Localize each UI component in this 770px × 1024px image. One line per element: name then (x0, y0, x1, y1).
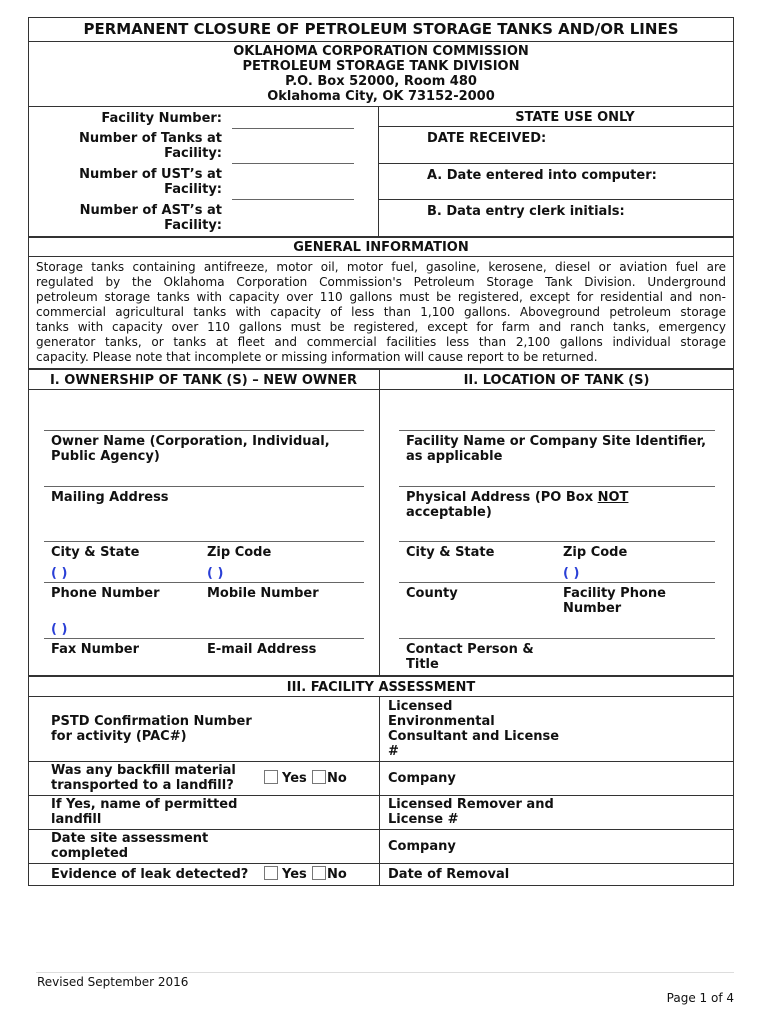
owner-name-label-2: Public Agency) (51, 449, 160, 464)
general-line: commercial agricultural tanks with capacity of less than 1,100 gallons. Aboveground petroleum storage (36, 305, 726, 319)
physical-address-label-2: acceptable) (406, 505, 492, 520)
owner-city-zip-field[interactable] (44, 541, 364, 542)
email-label: E-mail Address (207, 642, 317, 657)
leak-label: Evidence of leak detected? (51, 867, 249, 882)
general-line: petroleum storage tanks with capacity over 110 gallons must be registered, except for residential and non- (36, 290, 726, 304)
ownership-location-box (28, 369, 734, 676)
consultant-label-1: Licensed (388, 699, 453, 714)
backfill-label-1: Was any backfill material (51, 763, 236, 778)
contact-label-2: Title (406, 657, 439, 672)
section-divider (379, 369, 380, 676)
facility-phone-area-code[interactable]: ( ) (563, 566, 580, 581)
ast-label-1: Number of AST’s at (79, 203, 222, 218)
owner-zip-label: Zip Code (207, 545, 272, 560)
assessment-row-divider (28, 761, 734, 762)
leak-no-label: No (327, 867, 347, 882)
remover-label-1: Licensed Remover and (388, 797, 554, 812)
phone-field[interactable] (44, 582, 364, 583)
date-received-label: DATE RECEIVED: (427, 131, 547, 146)
ust-label-1: Number of UST’s at (79, 167, 222, 182)
contact-label-1: Contact Person & (406, 642, 534, 657)
revised-date: Revised September 2016 (37, 975, 189, 989)
general-line: generator tanks, or tanks at fleet and commercial facilities less than 2,100 gallons individual storage (36, 335, 726, 349)
leak-yes-label: Yes (282, 867, 307, 882)
mobile-label: Mobile Number (207, 586, 319, 601)
general-line: tanks with capacity over 110 gallons must be registered, except for farm and ranch tanks, emergency (36, 320, 726, 334)
removal-date-label: Date of Removal (388, 867, 510, 882)
physical-address-not: NOT (597, 490, 629, 505)
title-divider (28, 41, 734, 42)
phone-label: Phone Number (51, 586, 160, 601)
state-use-divider-3 (378, 199, 734, 200)
landfill-label-1: If Yes, name of permitted (51, 797, 238, 812)
backfill-yes-label: Yes (282, 771, 307, 786)
state-use-divider-1 (378, 126, 734, 127)
general-info-text (36, 260, 726, 365)
agency-name: OKLAHOMA CORPORATION COMMISSION (233, 44, 529, 59)
county-label: County (406, 586, 458, 601)
mailing-address-field[interactable] (44, 486, 364, 487)
general-line: Storage tanks containing antifreeze, motor oil, motor fuel, gasoline, kerosene, diesel or aviation fuel are (36, 260, 726, 274)
date-completed-label-1: Date site assessment (51, 831, 209, 846)
location-title: II. LOCATION OF TANK (S) (463, 373, 650, 388)
po-box: P.O. Box 52000, Room 480 (285, 74, 477, 89)
facility-name-label-1: Facility Name or Company Site Identifier, (406, 434, 707, 449)
backfill-label-2: transported to a landfill? (51, 778, 234, 793)
leak-no-checkbox[interactable] (312, 866, 326, 880)
ust-field[interactable] (232, 199, 354, 200)
assessment-row-divider (28, 863, 734, 864)
mobile-area-code[interactable]: ( ) (207, 566, 224, 581)
consultant-label-4: # (388, 744, 399, 759)
footer-divider (36, 972, 734, 973)
general-info-divider (28, 256, 734, 257)
ust-label-2: Facility: (164, 182, 222, 197)
fax-label: Fax Number (51, 642, 140, 657)
landfill-label-2: landfill (51, 812, 102, 827)
general-line: regulated by the Oklahoma Corporation Commission's Petroleum Storage Tank Division. Underground (36, 275, 726, 289)
fax-area-code[interactable]: ( ) (51, 622, 68, 637)
clerk-initials-label: B. Data entry clerk initials: (427, 204, 625, 219)
phone-area-code[interactable]: ( ) (51, 566, 68, 581)
backfill-no-checkbox[interactable] (312, 770, 326, 784)
leak-yes-checkbox[interactable] (264, 866, 278, 880)
division-name: PETROLEUM STORAGE TANK DIVISION (242, 59, 520, 74)
assessment-column-divider (379, 696, 380, 886)
physical-address-text: Physical Address (PO Box (406, 490, 598, 505)
state-use-divider-2 (378, 163, 734, 164)
general-info-title: GENERAL INFORMATION (293, 240, 469, 255)
date-completed-label-2: completed (51, 846, 129, 861)
general-line: capacity. Please note that incomplete or missing information will cause report to be returned. (36, 350, 598, 364)
assessment-title: III. FACILITY ASSESSMENT (286, 680, 476, 695)
consultant-label-2: Environmental (388, 714, 495, 729)
facility-name-field[interactable] (399, 430, 715, 431)
consultant-label-3: Consultant and License (388, 729, 560, 744)
tanks-label-2: Facility: (164, 146, 222, 161)
facility-phone-label-1: Facility Phone (563, 586, 666, 601)
facility-zip-label: Zip Code (563, 545, 628, 560)
city-address: Oklahoma City, OK 73152-2000 (267, 89, 495, 104)
owner-name-field[interactable] (44, 430, 364, 431)
pstd-label-2: for activity (PAC#) (51, 729, 187, 744)
ast-label-2: Facility: (164, 218, 222, 233)
physical-address-field[interactable] (399, 486, 715, 487)
tanks-field[interactable] (232, 163, 354, 164)
contact-field[interactable] (399, 638, 715, 639)
fax-field[interactable] (44, 638, 364, 639)
facility-city-zip-field[interactable] (399, 541, 715, 542)
assessment-row-divider (28, 829, 734, 830)
page-number: Page 1 of 4 (666, 991, 734, 1005)
mailing-address-label: Mailing Address (51, 490, 169, 505)
ownership-title: I. OWNERSHIP OF TANK (S) – NEW OWNER (49, 373, 358, 388)
owner-city-state-label: City & State (51, 545, 140, 560)
section-title-divider (28, 389, 734, 390)
facility-city-state-label: City & State (406, 545, 495, 560)
pstd-label-1: PSTD Confirmation Number (51, 714, 252, 729)
state-use-title: STATE USE ONLY (515, 110, 635, 125)
assessment-row-divider (28, 795, 734, 796)
remover-label-2: License # (388, 812, 459, 827)
facility-number-field[interactable] (232, 128, 354, 129)
facility-name-label-2: as applicable (406, 449, 503, 464)
owner-name-label-1: Owner Name (Corporation, Individual, (51, 434, 330, 449)
date-entered-label: A. Date entered into computer: (427, 168, 657, 183)
county-field[interactable] (399, 582, 715, 583)
facility-phone-label-2: Number (563, 601, 622, 616)
backfill-yes-checkbox[interactable] (264, 770, 278, 784)
backfill-no-label: No (327, 771, 347, 786)
company-label: Company (388, 771, 456, 786)
assessment-title-divider (28, 696, 734, 697)
facility-number-label: Facility Number: (101, 111, 222, 126)
form-title: PERMANENT CLOSURE OF PETROLEUM STORAGE TANKS AND/OR LINES (83, 20, 679, 38)
physical-address-label-1 (406, 490, 628, 505)
remover-company-label: Company (388, 839, 456, 854)
tanks-label-1: Number of Tanks at (79, 131, 222, 146)
